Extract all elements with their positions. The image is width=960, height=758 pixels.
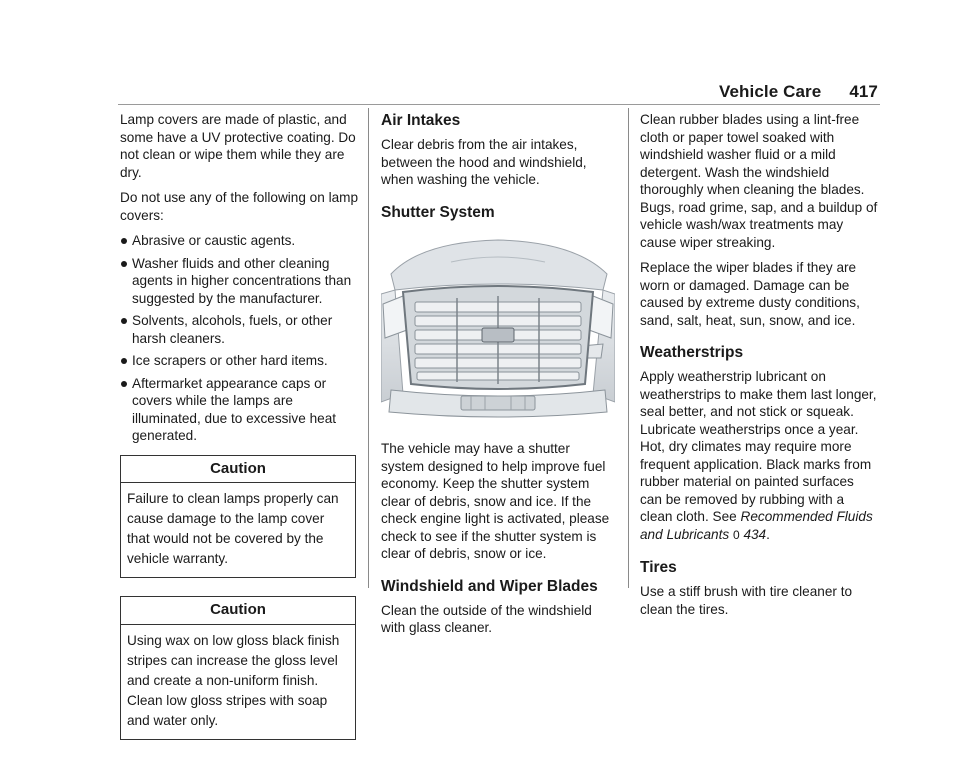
paragraph: Lamp covers are made of plastic, and some have a UV protective coating. Do not clean or wipe them while they are dry. <box>120 112 356 180</box>
paragraph: Clear debris from the air intakes, between the hood and windshield, when washing the vehicle. <box>381 137 587 187</box>
list-item: Ice scrapers or other hard items. <box>120 352 360 370</box>
section-heading: Weatherstrips <box>640 344 744 361</box>
bullet-list <box>120 232 360 445</box>
list-item: Washer fluids and other cleaning agents in higher concentrations than suggested by the manufacturer. <box>120 255 360 308</box>
list-item: Aftermarket appearance caps or covers while the lamps are illuminated, due to excessive heat generated. <box>120 375 360 445</box>
reference-page-number[interactable]: 434 <box>743 526 767 542</box>
list-item: Solvents, alcohols, fuels, or other harsh cleaners. <box>120 312 360 347</box>
paragraph: The vehicle may have a shutter system designed to help improve fuel economy. Keep the shutter system clear of debris, snow and ice. If the check engine light is activated, please check to see if the shutter system is clear of debris, snow or ice. <box>381 441 610 561</box>
page-reference-icon: 0 <box>732 527 740 542</box>
caution-title: Caution <box>121 456 355 484</box>
paragraph: Clean rubber blades using a lint-free cloth or paper towel soaked with windshield washer fluid or a mild detergent. Wash the windshield thoroughly when cleaning the blades. Bugs, road grime, sap, and a buildup of vehicle wash/wax treatments may cause wiper streaking. <box>640 112 878 250</box>
paragraph: Replace the wiper blades if they are worn or damaged. Damage can be caused by extreme dusty conditions, sand, salt, heat, sun, snow, and ice. <box>640 260 860 328</box>
cross-reference-link[interactable]: Recommended Fluids and Lubricants <box>640 509 873 542</box>
column-left <box>120 111 360 758</box>
list-item: Abrasive or caustic agents. <box>120 232 360 250</box>
truck-grille-illustration <box>381 234 615 422</box>
section-heading: Shutter System <box>381 203 495 221</box>
caution-box <box>120 455 356 579</box>
paragraph: Use a stiff brush with tire cleaner to clean the tires. <box>640 584 853 617</box>
paragraph: Apply weatherstrip lubricant on weatherstrips to make them last longer, seal better, and not stick or squeak. Lubricate weatherstrips once a year. Hot, dry climates may require more frequent application. Black marks from rubber material on painted surfaces can be removed by rubbing with a clean cloth. See Recommended Fluids and Lubricants 0 434. <box>640 368 878 544</box>
page-number: 417 <box>849 82 878 101</box>
section-title: Vehicle Care <box>719 82 822 101</box>
section-heading: Tires <box>640 559 677 576</box>
paragraph: Clean the outside of the windshield with glass cleaner. <box>381 602 592 635</box>
caution-text: Failure to clean lamps properly can cause damage to the lamp cover that would not be covered by the vehicle warranty. <box>127 491 339 566</box>
paragraph: Do not use any of the following on lamp covers: <box>120 190 359 223</box>
column-divider <box>628 108 629 588</box>
caution-box <box>120 596 356 740</box>
paragraph-text: Apply weatherstrip lubricant on weatherstrips to make them last longer, seal better, and not stick or squeak. Lubricate weatherstrips once a year. Hot, dry climates may require more frequent application. Black marks from rubber material on painted surfaces can be removed by rubbing with a clean cloth. See <box>640 369 877 524</box>
caution-title: Caution <box>121 597 355 625</box>
section-heading: Windshield and Wiper Blades <box>381 577 598 595</box>
header-divider <box>118 104 880 105</box>
section-heading: Air Intakes <box>381 112 461 129</box>
page-header <box>719 82 878 102</box>
column-right <box>640 111 878 626</box>
column-divider <box>368 108 369 588</box>
column-middle <box>381 111 615 645</box>
caution-text: Using wax on low gloss black finish stripes can increase the gloss level and create a non-uniform finish. Clean low gloss stripes with soap and water only. <box>127 632 340 728</box>
